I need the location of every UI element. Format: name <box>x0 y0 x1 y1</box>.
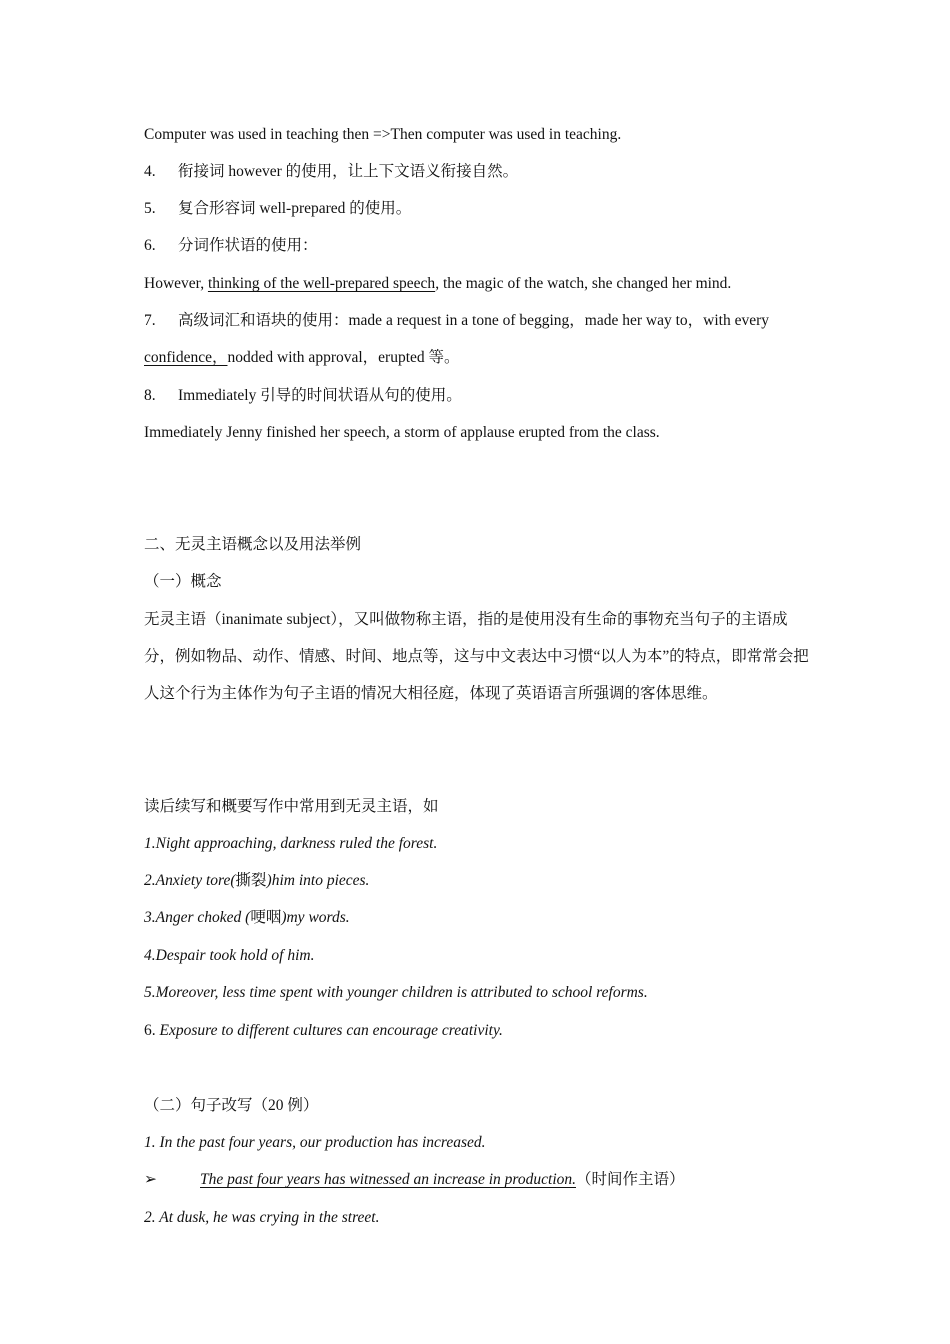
underlined-phrase: thinking of the well-prepared speech <box>207 275 436 292</box>
gloss: 撕裂 <box>235 872 267 889</box>
list-item-7 <box>144 311 814 331</box>
section-heading: 二、无灵主语概念以及用法举例 <box>144 536 362 553</box>
list-item-7-continued <box>144 348 814 368</box>
underlined-phrase: confidence， <box>144 349 228 366</box>
example-2 <box>144 871 814 891</box>
example-6 <box>144 1021 814 1041</box>
list-number: 7. <box>144 312 156 329</box>
list-text: 衔接词 however 的使用，让上下文语义衔接自然。 <box>178 163 519 180</box>
example-number: 6. <box>144 1022 160 1039</box>
example-text: )him into pieces. <box>266 872 370 889</box>
list-text: 高级词汇和语块的使用：made a request in a tone of begging，made her way to，with every <box>178 312 770 329</box>
list-number: 6. <box>144 237 156 254</box>
list-text: nodded with approval，erupted 等。 <box>227 349 460 366</box>
list-number: 8. <box>144 387 156 404</box>
concept-paragraph: 无灵主语（inanimate subject），又叫做物称主语，指的是使用没有生命的事物充当句子的主语成分，例如物品、动作、情感、时间、地点等，这与中文表达中习惯“以人为本”的特点，即常常会把人这个行为主体作为句子主语的情况大相径庭，体现了英语语言所强调的客体思维。 <box>144 611 809 702</box>
list-text: 分词作状语的使用： <box>178 237 318 254</box>
rewrite-1-result <box>144 1170 814 1190</box>
rewrite-1-original: 1. In the past four years, our production has increased. <box>144 1134 486 1151</box>
example-text: 3.Anger choked ( <box>144 909 251 926</box>
sentence-end: , the magic of the watch, she changed her mind. <box>435 275 732 292</box>
list-text: Immediately 引导的时间状语从句的使用。 <box>178 387 462 404</box>
list-item-5 <box>144 199 814 219</box>
text-line: Computer was used in teaching then =>Then computer was used in teaching. <box>144 126 622 143</box>
intro-text: 读后续写和概要写作中常用到无灵主语，如 <box>144 798 439 815</box>
example-3 <box>144 908 814 928</box>
list-number: 5. <box>144 200 156 217</box>
rewrite-note: （时间作主语） <box>576 1171 685 1188</box>
list-item-4 <box>144 162 814 182</box>
arrow-bullet-icon: ➢ <box>144 1171 157 1188</box>
example-4: 4.Despair took hold of him. <box>144 947 315 964</box>
list-number: 4. <box>144 163 156 180</box>
rewrite-2-original: 2. At dusk, he was crying in the street. <box>144 1209 380 1226</box>
underlined-rewrite: The past four years has witnessed an increase in production. <box>200 1171 576 1188</box>
list-item-8 <box>144 386 814 406</box>
example-sentence <box>144 274 814 294</box>
example-text: 2.Anxiety tore( <box>144 872 236 889</box>
example-5: 5.Moreover, less time spent with younger children is attributed to school reforms. <box>144 984 648 1001</box>
example-sentence: Immediately Jenny finished her speech, a storm of applause erupted from the class. <box>144 424 660 441</box>
sentence-start: However, <box>144 275 208 292</box>
subsection-heading: （一）概念 <box>144 573 222 590</box>
example-text: Exposure to different cultures can encourage creativity. <box>159 1022 503 1039</box>
example-1: 1.Night approaching, darkness ruled the forest. <box>144 835 438 852</box>
subsection-heading: （二）句子改写（20 例） <box>144 1097 319 1114</box>
gloss: 哽咽 <box>250 909 282 926</box>
list-text: 复合形容词 well-prepared 的使用。 <box>178 200 412 217</box>
example-text: )my words. <box>281 909 350 926</box>
list-item-6 <box>144 236 814 256</box>
